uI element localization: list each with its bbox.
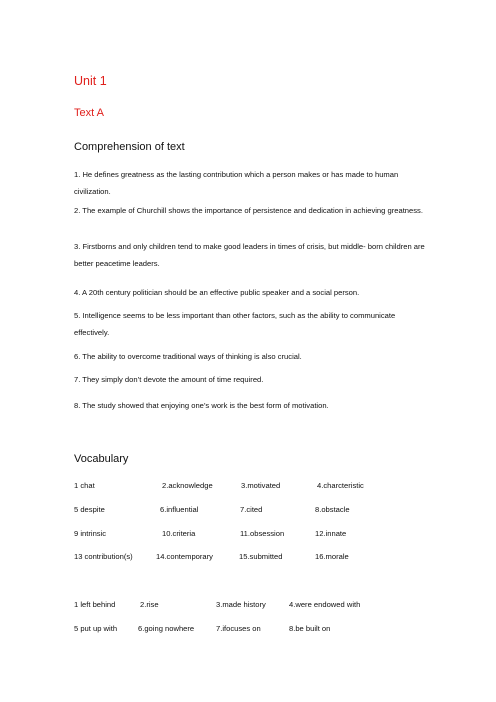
text-heading: Text A xyxy=(74,107,104,119)
phrase-item: 4.were endowed with xyxy=(289,600,361,609)
vocabulary-item: 1 chat xyxy=(74,481,95,490)
vocabulary-item: 14.contemporary xyxy=(156,552,213,561)
comprehension-item-1: 1. He defines greatness as the lasting contribution which a person makes or has made to human civilization. xyxy=(74,170,399,196)
vocabulary-item: 2.acknowledge xyxy=(162,481,213,490)
vocabulary-item: 9 intrinsic xyxy=(74,529,107,538)
comprehension-item-6: 6. The ability to overcome traditional ways of thinking is also crucial. xyxy=(74,352,302,361)
vocabulary-item: 12.innate xyxy=(315,529,347,538)
phrase-item: 3.made history xyxy=(216,600,266,609)
vocabulary-item: 4.charcteristic xyxy=(317,481,364,490)
phrase-item: 8.be built on xyxy=(289,624,331,633)
vocabulary-item: 10.criteria xyxy=(162,529,196,538)
phrase-item: 1 left behind xyxy=(74,600,116,609)
comprehension-heading: Comprehension of text xyxy=(74,141,185,153)
vocabulary-item: 8.obstacle xyxy=(315,505,350,514)
vocabulary-item: 6.influential xyxy=(160,505,199,514)
vocabulary-item: 7.cited xyxy=(240,505,263,514)
comprehension-item-8: 8. The study showed that enjoying one’s work is the best form of motivation. xyxy=(74,401,329,410)
vocabulary-heading: Vocabulary xyxy=(74,453,129,465)
vocabulary-item: 13 contribution(s) xyxy=(74,552,133,561)
comprehension-item-2: 2. The example of Churchill shows the importance of persistence and dedication in achieving greatness. xyxy=(74,206,423,215)
vocabulary-item: 3.motivated xyxy=(241,481,281,490)
phrase-item: 2.rise xyxy=(140,600,159,609)
unit-heading: Unit 1 xyxy=(74,74,107,88)
vocabulary-item: 15.submitted xyxy=(239,552,283,561)
vocabulary-item: 11.obsession xyxy=(240,529,285,538)
phrase-item: 5 put up with xyxy=(74,624,118,633)
vocabulary-item: 5 despite xyxy=(74,505,105,514)
comprehension-item-4: 4. A 20th century politician should be an effective public speaker and a social person. xyxy=(74,288,360,297)
comprehension-item-5: 5. Intelligence seems to be less important than other factors, such as the ability to communicate effectively. xyxy=(74,311,396,337)
vocabulary-item: 16.morale xyxy=(315,552,349,561)
comprehension-item-3: 3. Firstborns and only children tend to make good leaders in times of crisis, but middle- born children are better peacetime leaders. xyxy=(74,242,425,268)
comprehension-item-7: 7. They simply don’t devote the amount of time required. xyxy=(74,375,264,384)
phrase-item: 7.ifocuses on xyxy=(216,624,261,633)
phrase-item: 6.going nowhere xyxy=(138,624,195,633)
